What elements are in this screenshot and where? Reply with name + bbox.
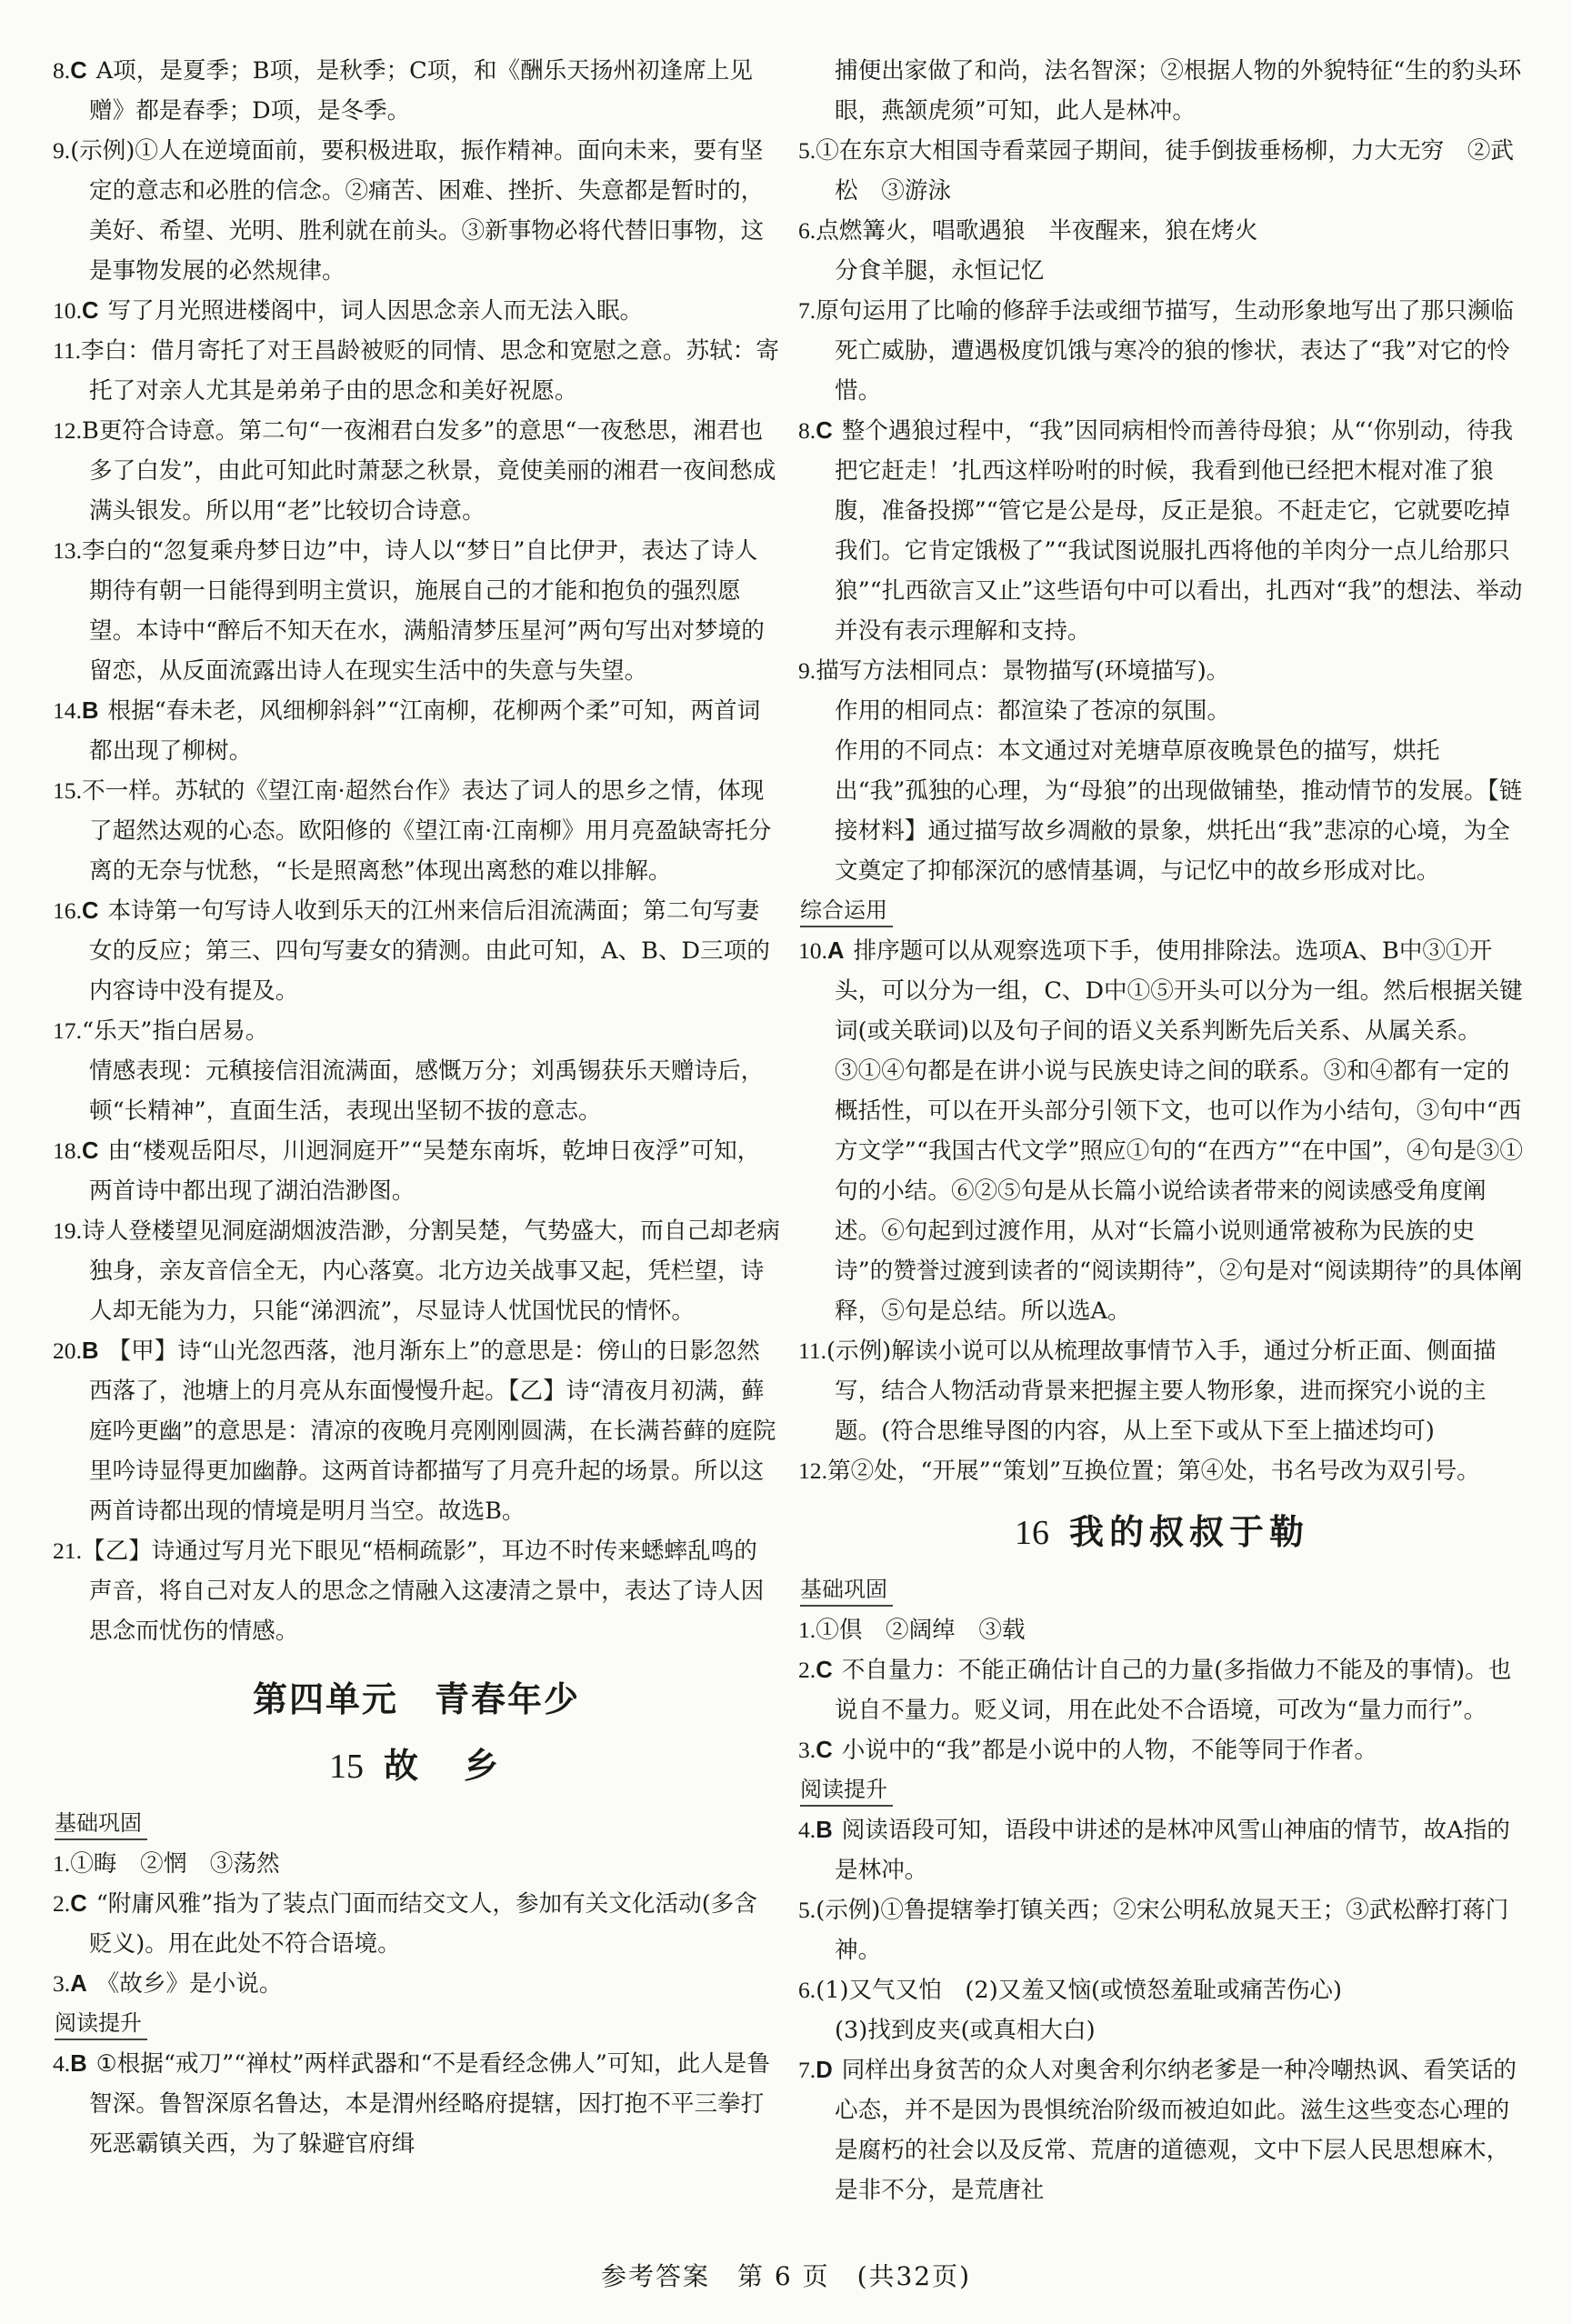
answer-text: 情感表现：元稹接信泪流满面，感慨万分；刘禹锡获乐天赠诗后，顿“长精神”，直面生活，表现出坚韧不拔的意志。	[89, 1057, 765, 1125]
answer-choice: A	[70, 1971, 87, 1997]
answer-item	[53, 891, 780, 1011]
answer-text: A项，是夏季；B项，是秋季；C项，和《酬乐天扬州初逢席上见赠》都是春季；D项，是冬季。	[89, 57, 753, 125]
answer-text: 原句运用了比喻的修辞手法或细节描写，生动形象地写出了那只濒临死亡威胁，遭遇极度饥饿与寒冷的狼的惨状，表达了“我”对它的怜惜。	[816, 297, 1515, 405]
answer-choice: B	[82, 698, 99, 724]
answer-choice: C	[82, 1138, 99, 1164]
answer-text: B更符合诗意。第二句“一夜湘君白发多”的意思“一夜愁思，湘君也多了白发”，由此可知此时萧瑟之秋景，竟使美丽的湘君一夜间愁成满头银发。所以用“老”比较切合诗意。	[82, 417, 776, 525]
answer-number: 8.	[798, 417, 816, 444]
answer-number: 4.	[798, 1817, 816, 1843]
answer-item	[798, 931, 1526, 1331]
answer-item	[53, 771, 780, 891]
answer-text: 描写方法相同点：景物描写(环境描写)。	[816, 657, 1230, 685]
answer-choice: C	[82, 298, 99, 324]
left-basic-group	[53, 1844, 780, 2004]
answer-number: 1.	[53, 1850, 71, 1877]
answer-choice: A	[827, 938, 845, 964]
answer-number: 8.	[53, 57, 71, 84]
answer-number: 14.	[53, 697, 82, 724]
section-label-comprehensive: 综合运用	[800, 895, 893, 927]
answer-item	[798, 51, 1526, 131]
answer-text: 同样出身贫苦的众人对奥舍利尔纳老爹是一种冷嘲热讽、看笑话的心态，并不是因为畏惧统治阶级而被迫如此。滋生这些变态心理的是腐朽的社会以及反常、荒唐的道德观，文中下层人民思想麻木，是非不分，是荒唐社	[835, 2057, 1517, 2204]
lesson-16-title	[798, 1504, 1526, 1554]
section-label-reading: 阅读提升	[55, 2008, 147, 2040]
answer-item	[53, 1011, 780, 1051]
answer-number: 7.	[798, 2057, 816, 2083]
answer-item	[798, 411, 1526, 651]
answer-item	[798, 211, 1526, 251]
unit-title: 第四单元 青春年少	[252, 1679, 580, 1719]
answer-choice: C	[70, 58, 87, 84]
answer-number: 19.	[53, 1217, 82, 1244]
answer-item	[53, 1051, 780, 1131]
answer-item	[53, 411, 780, 531]
answer-text: 作用的不同点：本文通过对羌塘草原夜晚景色的描写，烘托出“我”孤独的心理，为“母狼”的出现做铺垫，推动情节的发展。【链接材料】通过描写故乡凋敝的景象，烘托出“我”悲凉的心境，为全文奠定了抑郁深沉的感情基调，与记忆中的故乡形成对比。	[835, 737, 1523, 885]
answer-text: 排序题可以从观察选项下手，使用排除法。选项A、B中③①开头，可以分为一组，C、D中①⑤开头可以分为一组。然后根据关键词(或关联词)以及句子间的语义关系判断先后关系、从属关系。③①④句都是在讲小说与民族史诗之间的联系。③和④都有一定的概括性，可以在开头部分引领下文，也可以作为小结句，③句中“西方文学”“我国古代文学”照应①句的“在西方”“在中国”，④句是③①句的小结。⑥②⑤句是从长篇小说给读者带来的阅读感受角度阐述。⑥句起到过渡作用，从对“长篇小说则通常被称为民族的史诗”的赞誉过渡到读者的“阅读期待”，②句是对“阅读期待”的具体阐释，⑤句是总结。所以选A。	[835, 937, 1524, 1325]
answer-item	[798, 731, 1526, 891]
left-answers-group	[53, 51, 780, 1651]
answer-item	[53, 2044, 780, 2164]
answer-text: 点燃篝火，唱歌遇狼 半夜醒来，狼在烤火	[816, 217, 1258, 245]
answer-text: ①根据“戒刀”“禅杖”两样武器和“不是看经念佛人”可知，此人是鲁智深。鲁智深原名鲁达，本是渭州经略府提辖，因打抱不平三拳打死恶霸镇关西，为了躲避官府缉	[89, 2050, 770, 2158]
answer-text: 《故乡》是小说。	[95, 1970, 283, 1998]
answer-text: 【甲】诗“山光忽西落，池月渐东上”的意思是：傍山的日影忽然西落了，池塘上的月亮从东面慢慢升起。【乙】诗“清夜月初满，藓庭吟更幽”的意思是：清凉的夜晚月亮刚刚圆满，在长满苔藓的庭院里吟诗显得更加幽静。这两首诗都描写了月亮升起的场景。所以这两首诗都出现的情境是明月当空。故选B。	[89, 1337, 776, 1525]
answer-number: 2.	[798, 1657, 816, 1683]
answer-item	[798, 691, 1526, 731]
answer-item	[53, 1211, 780, 1331]
answer-item	[798, 131, 1526, 211]
answer-item	[798, 651, 1526, 691]
answer-text: “附庸风雅”指为了装点门面而结交文人，参加有关文化活动(多含贬义)。用在此处不符合语境。	[89, 1890, 757, 1958]
answer-text: (3)找到皮夹(或真相大白)	[835, 2017, 1096, 2044]
answer-text: (示例)解读小说可以从梳理故事情节入手，通过分析正面、侧面描写，结合人物活动背景来把握主要人物形象，进而探究小说的主题。(符合思维导图的内容，从上至下或从下至上描述均可)	[826, 1337, 1497, 1445]
answer-item	[53, 1844, 780, 1884]
answer-item	[798, 2010, 1526, 2050]
answer-number: 10.	[53, 297, 82, 324]
answer-item	[53, 1531, 780, 1651]
answer-number: 20.	[53, 1337, 82, 1364]
answer-choice: B	[70, 2051, 87, 2077]
answer-number: 9.	[53, 137, 71, 164]
answer-item	[53, 291, 780, 331]
answer-item	[53, 691, 780, 771]
answer-text: 李白：借月寄托了对王昌龄被贬的同情、思念和宽慰之意。苏轼：寄托了对亲人尤其是弟弟子由的思念和美好祝愿。	[81, 337, 779, 405]
lesson-15-title	[53, 1738, 780, 1788]
answer-text: ①晦 ②惘 ③荡然	[70, 1850, 280, 1878]
answer-text: 第②处，“开展”“策划”互换位置；第④处，书名号改为双引号。	[827, 1458, 1480, 1485]
answer-text: (1)又气又怕 (2)又羞又恼(或愤怒羞耻或痛苦伤心)	[816, 1977, 1342, 2004]
answer-item	[53, 1964, 780, 2004]
answer-number: 15.	[53, 777, 82, 804]
right-reading-group	[798, 1810, 1526, 2210]
section-label-reading: 阅读提升	[800, 1774, 893, 1807]
page-footer: 参考答案 第 6 页 (共32页)	[600, 2261, 972, 2291]
answer-number: 9.	[798, 657, 816, 684]
answer-number: 5.	[798, 1897, 816, 1923]
answer-text: 【乙】诗通过写月光下眼见“梧桐疏影”，耳边不时传来蟋蟀乱鸣的声音，将自己对友人的思念之情融入这凄清之景中，表达了诗人因思念而忧伤的情感。	[82, 1538, 765, 1645]
answer-choice: C	[82, 898, 99, 924]
answer-choice: D	[816, 2058, 833, 2083]
answer-item	[798, 1451, 1526, 1491]
answer-number: 3.	[798, 1737, 816, 1763]
lesson-name: 我的叔叔于勒	[1068, 1512, 1309, 1552]
answer-text: ①在东京大相国寺看菜园子期间，徒手倒拔垂杨柳，力大无穷 ②武松 ③游泳	[816, 137, 1515, 205]
right-answers-group	[798, 51, 1526, 891]
answer-text: 作用的相同点：都渲染了苍凉的氛围。	[835, 697, 1231, 725]
answer-text: 由“楼观岳阳尽，川迥洞庭开”“吴楚东南坼，乾坤日夜浮”可知，两首诗中都出现了湖泊浩渺图。	[89, 1137, 761, 1205]
answer-item	[798, 2050, 1526, 2210]
answer-text: 不自量力：不能正确估计自己的力量(多指做力不能及的事情)。也说自不量力。贬义词，用在此处不合语境，可改为“量力而行”。	[835, 1657, 1512, 1724]
answer-text: (示例)①鲁提辖拳打镇关西；②宋公明私放晁天王；③武松醉打蒋门神。	[816, 1897, 1509, 1964]
answer-item	[53, 1331, 780, 1531]
answer-number: 2.	[53, 1890, 71, 1917]
answer-item	[798, 1650, 1526, 1730]
answer-text: 本诗第一句写诗人收到乐天的江州来信后泪流满面；第二句写妻女的反应；第三、四句写妻女的猜测。由此可知，A、B、D三项的内容诗中没有提及。	[89, 897, 770, 1005]
answer-item	[798, 1810, 1526, 1890]
answer-item	[798, 291, 1526, 411]
right-comprehensive-group	[798, 931, 1526, 1491]
answer-item	[53, 131, 780, 291]
answer-item	[798, 1730, 1526, 1770]
answer-number: 6.	[798, 217, 816, 244]
answer-item	[798, 1331, 1526, 1451]
answer-number: 13.	[53, 537, 82, 564]
answer-text: ①倶 ②阔绰 ③载	[816, 1617, 1026, 1644]
answer-choice: C	[816, 1738, 833, 1763]
answer-choice: C	[70, 1891, 87, 1917]
answer-item	[798, 1970, 1526, 2010]
answer-number: 4.	[53, 2050, 71, 2077]
answer-text: 根据“春未老，风细柳斜斜”“江南柳，花柳两个柔”可知，两首词都出现了柳树。	[89, 697, 761, 765]
answer-number: 12.	[53, 417, 82, 444]
section-label-basic: 基础巩固	[800, 1574, 893, 1607]
answer-number: 10.	[798, 937, 827, 964]
answer-text: 诗人登楼望见洞庭湖烟波浩渺，分割吴楚，气势盛大，而自己却老病独身，亲友音信全无，内心落寞。北方边关战事又起，凭栏望，诗人却无能为力，只能“涕泗流”，尽显诗人忧国忧民的情怀。	[82, 1217, 780, 1325]
answer-number: 5.	[798, 137, 816, 164]
answer-number: 16.	[53, 897, 82, 924]
answer-number: 6.	[798, 1977, 816, 2003]
answer-text: “乐天”指白居易。	[82, 1017, 269, 1045]
answer-text: 整个遇狼过程中，“我”因同病相怜而善待母狼；从“‘你别动，待我把它赶走！’扎西这样吩咐的时候，我看到他已经把木棍对准了狼腹，准备投掷”“管它是公是母，反正是狼。不赶走它，它就要吃掉我们。它肯定饿极了”“我试图说服扎西将他的羊肉分一点儿给那只狼”“扎西欲言又止”这些语句中可以看出，扎西对“我”的想法、举动并没有表示理解和支持。	[835, 417, 1523, 645]
answer-text: 阅读语段可知，语段中讲述的是林冲风雪山神庙的情节，故A指的是林冲。	[835, 1817, 1510, 1884]
answer-text: 捕便出家做了和尚，法名智深；②根据人物的外貌特征“生的豹头环眼，燕颔虎须”可知，此人是林冲。	[835, 57, 1522, 125]
answer-number: 21.	[53, 1538, 82, 1564]
answer-number: 17.	[53, 1017, 82, 1044]
answer-text: 小说中的“我”都是小说中的人物，不能等同于作者。	[841, 1737, 1377, 1764]
answer-text: 分食羊腿，永恒记忆	[835, 257, 1045, 285]
answer-number: 11.	[53, 337, 82, 364]
answer-text: (示例)①人在逆境面前，要积极进取，振作精神。面向未来，要有坚定的意志和必胜的信念。②痛苦、困难、挫折、失意都是暂时的，美好、希望、光明、胜利就在前头。③新事物必将代替旧事物，这是事物发展的必然规律。	[70, 137, 765, 285]
lesson-number: 16	[1014, 1514, 1049, 1552]
answer-item	[53, 531, 780, 691]
right-basic-group	[798, 1610, 1526, 1770]
answer-choice: C	[816, 1658, 833, 1683]
left-reading-group	[53, 2044, 780, 2164]
answer-number: 11.	[798, 1337, 827, 1364]
answer-item	[798, 1610, 1526, 1650]
left-column	[53, 51, 780, 2164]
answer-item	[798, 1890, 1526, 1970]
lesson-name: 故 乡	[383, 1746, 504, 1786]
answer-item	[53, 331, 780, 411]
answer-choice: B	[816, 1818, 833, 1843]
lesson-number: 15	[328, 1748, 364, 1786]
answer-item	[53, 51, 780, 131]
answer-item	[53, 1884, 780, 1964]
answer-choice: B	[82, 1338, 99, 1364]
answer-number: 3.	[53, 1970, 71, 1997]
answer-number: 7.	[798, 297, 816, 324]
answer-item	[798, 251, 1526, 291]
right-column	[798, 51, 1526, 2210]
answer-number: 12.	[798, 1458, 827, 1484]
answer-item	[53, 1131, 780, 1211]
answer-text: 李白的“忽复乘舟梦日边”中，诗人以“梦日”自比伊尹，表达了诗人期待有朝一日能得到明主赏识，施展自己的才能和抱负的强烈愿望。本诗中“醉后不知天在水，满船清梦压星河”两句写出对梦境的留恋，从反面流露出诗人在现实生活中的失意与失望。	[82, 537, 765, 685]
answer-number: 18.	[53, 1137, 82, 1164]
answer-text: 写了月光照进楼阁中，词人因思念亲人而无法入眠。	[107, 297, 644, 325]
section-label-basic: 基础巩固	[55, 1808, 147, 1840]
answer-number: 1.	[798, 1617, 816, 1643]
answer-text: 不一样。苏轼的《望江南·超然台作》表达了词人的思乡之情，体现了超然达观的心态。欧阳修的《望江南·江南柳》用月亮盈缺寄托分离的无奈与忧愁，“长是照离愁”体现出离愁的难以排解。	[82, 777, 772, 885]
answer-choice: C	[816, 418, 833, 444]
